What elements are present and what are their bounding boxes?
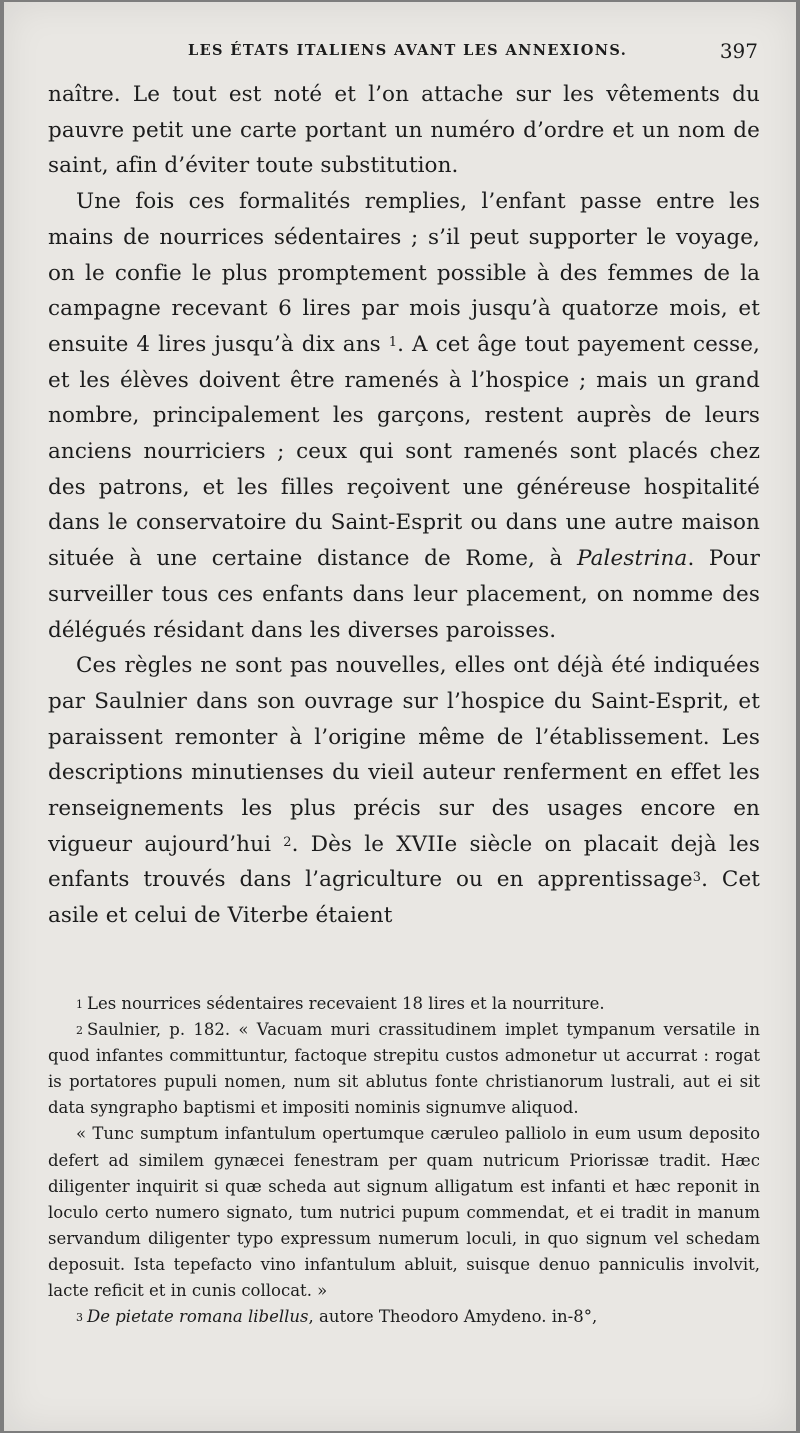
footnote-ref-1[interactable]: 1: [388, 334, 398, 350]
footnote-3-rest: , autore Theodoro Amydeno. in-8°,: [308, 1307, 598, 1327]
footnote-3-title: De pietate romana libellus: [87, 1307, 309, 1327]
footnotes: [48, 991, 760, 1330]
paragraph-3-text-b: . Dès le XVIIe siècle on placait dejà les enfants trouvés dans l’agriculture ou en apprentissage: [48, 831, 760, 893]
footnote-1-text: Les nourrices sédentaires recevaient 18 lires et la nourriture.: [87, 994, 605, 1013]
paragraph-3-text-c: . Cet asile et celui de Viterbe étaient: [48, 867, 761, 929]
paragraph-3-text-a: Ces règles ne sont pas nouvelles, elles ont déjà été indiquées par Saulnier dans son ouvrage sur l’hospice du Saint-Esprit, et paraissent remonter à l’origine même de l’établissement. Les descriptions minutienses du vieil auteur renferment en effet les renseignements les plus précis sur des usages encore en vigueur aujourd’hui: [48, 653, 760, 857]
footnote-1-mark: 1: [76, 998, 83, 1011]
footnote-1: [48, 991, 760, 1017]
footnote-ref-3[interactable]: 3: [692, 870, 702, 886]
footnote-3: [48, 1304, 760, 1330]
footnote-2-text: Saulnier, p. 182. « Vacuam muri crassitudinem implet tympanum versatile in quod infantes committuntur, factoque strepitu custos admonetur ut accurrat : rogat is portatores pupuli nomen, num sit ablutus fonte christianorum lustrali, aut ei sit data syngrapho baptismi et impositi nominis signumve aliquod.: [48, 1020, 760, 1118]
page-number: 397: [719, 39, 758, 63]
footnote-3-mark: 3: [76, 1311, 83, 1325]
footnote-2-continuation: [48, 1121, 760, 1304]
footnote-ref-2[interactable]: 2: [283, 834, 292, 850]
running-header: [48, 39, 758, 66]
running-title: LES ÉTATS ITALIENS AVANT LES ANNEXIONS.: [188, 42, 628, 59]
paragraph-2-text-c: . Pour surveiller tous ces enfants dans leur placement, on nomme des délégués résidant dans les diverses paroisses.: [48, 546, 760, 643]
footnote-2-quote: « Tunc sumptum infantulum opertumque cæruleo palliolo in eum usum deposito defert ad similem gynæcei fenestram per quam nutricum Priorissæ tradit. Hæc diligenter inquirit si quæ scheda aut signum alligatum est infanti et hæc reponit in loculo certo numero signato, tum nutrici pupum commendat, et ei tradit in manum servandum diligenter typo expressum numerum loculi, in quo signum vel schedam deposuit. Ista tepefacto vino infantulum abluit, suisque denuo panniculis involvit, lacte reficit et in cunis collocat. »: [48, 1124, 760, 1301]
paragraph-2: [48, 184, 760, 648]
paragraph-1: [48, 77, 760, 184]
book-page: [4, 2, 796, 1431]
paragraph-1-text: naître. Le tout est noté et l’on attache sur les vêtements du pauvre petit une carte portant un numéro d’ordre et un nom de saint, afin d’éviter toute substitution.: [48, 82, 760, 179]
paragraph-2-text-b: . A cet âge tout payement cesse, et les élèves doivent être ramenés à l’hospice ; mais un grand nombre, principalement les garçons, restent auprès de leurs anciens nourriciers ; ceux qui sont ramenés sont placés chez des patrons, et les filles reçoivent une généreuse hospitalité dans le conservatoire du Saint-Esprit ou dans une autre maison située à une certaine distance de Rome, à: [48, 331, 760, 572]
paragraph-3: [48, 648, 760, 934]
footnote-2-mark: 2: [76, 1024, 83, 1038]
place-name-palestrina: Palestrina: [577, 546, 688, 572]
paragraph-2-text-a: Une fois ces formalités remplies, l’enfant passe entre les mains de nourrices sédentaires ; s’il peut supporter le voyage, on le confie le plus promptement possible à des femmes de la campagne recevant 6 lires par mois jusqu’à quatorze mois, et ensuite 4 lires jusqu’à dix ans: [48, 189, 760, 357]
footnote-2: [48, 1017, 760, 1121]
main-text: [48, 77, 760, 934]
